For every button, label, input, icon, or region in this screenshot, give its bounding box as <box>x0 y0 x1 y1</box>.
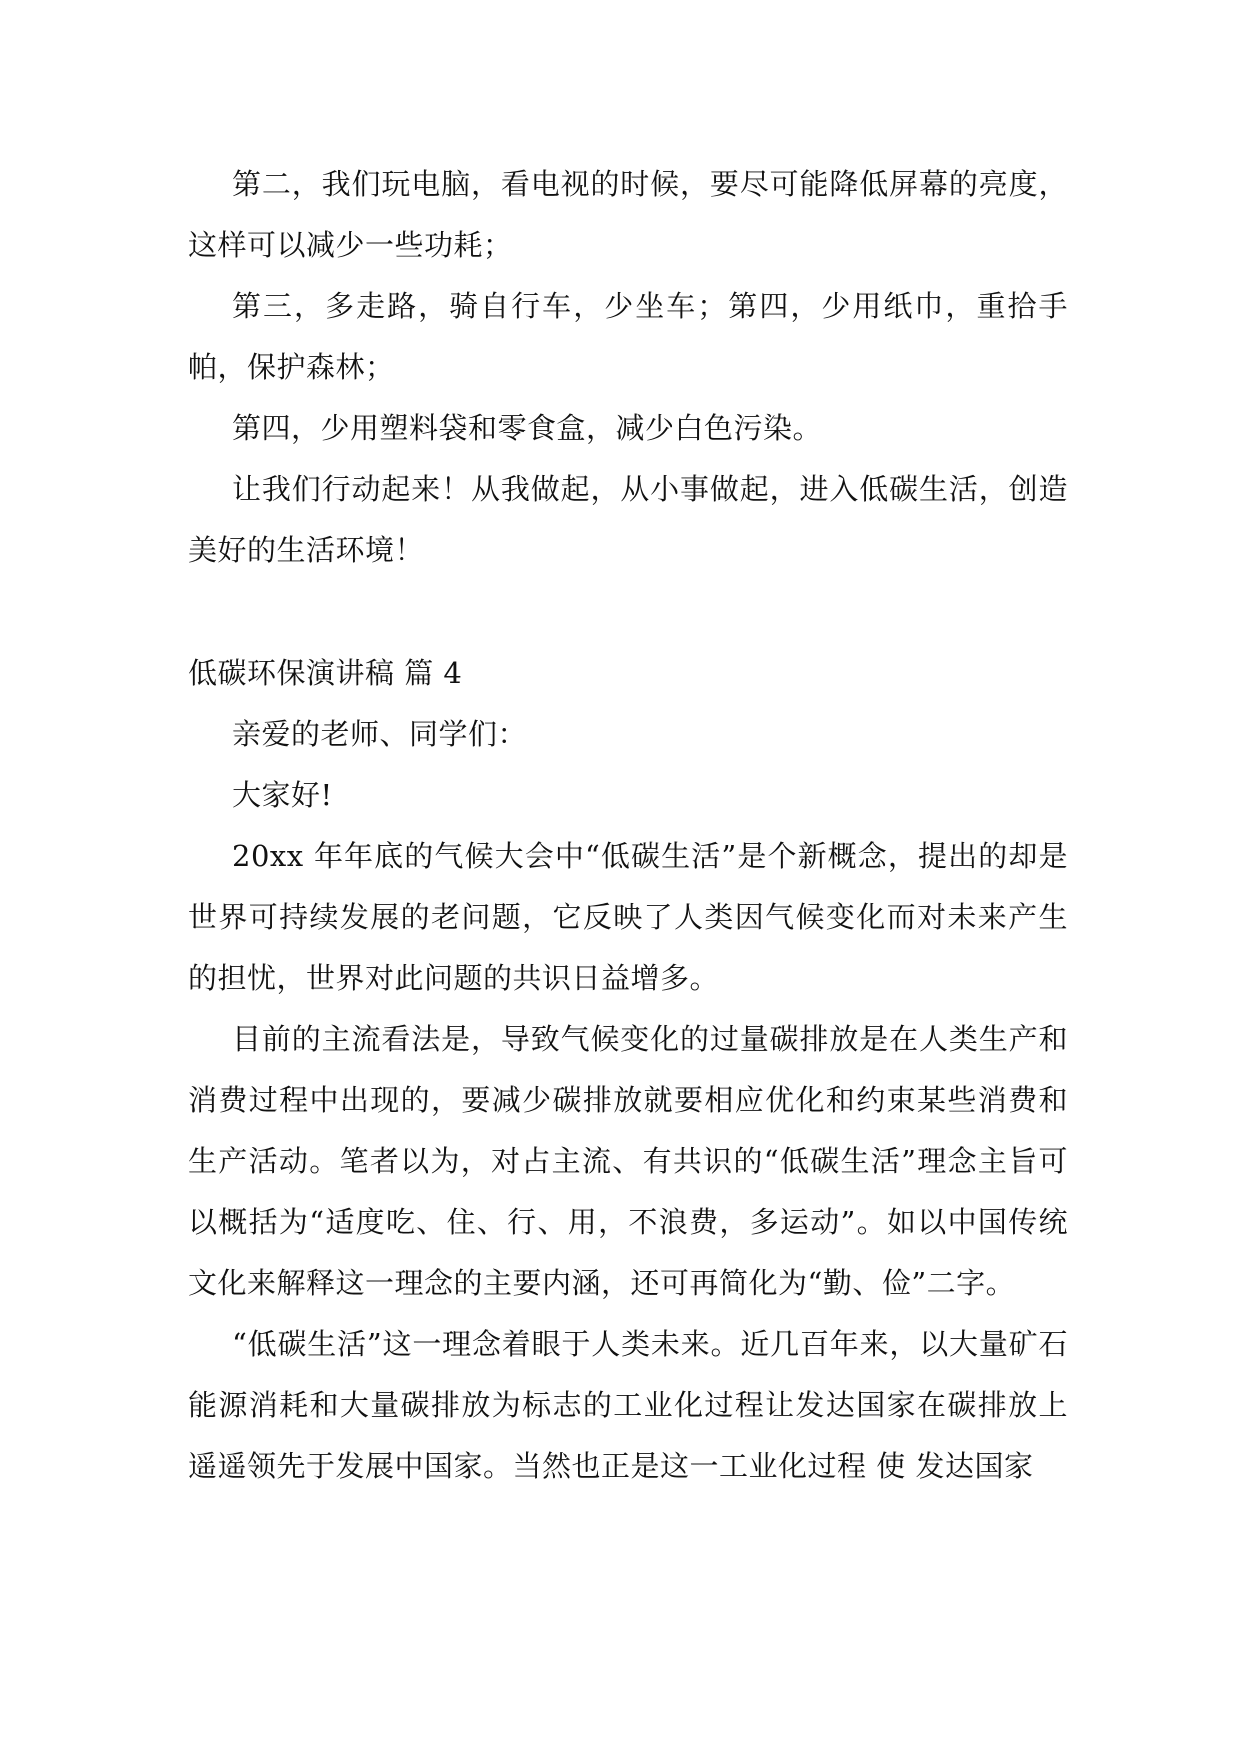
paragraph: “低碳生活”这一理念着眼于人类未来。近几百年来，以大量矿石能源消耗和大量碳排放为标志的工业化过程让发达国家在碳排放上遥遥领先于发展中国家。当然也正是这一工业化过程 使 发达国家 <box>188 1327 1068 1483</box>
paragraph: 20xx 年年底的气候大会中“低碳生活”是个新概念，提出的却是世界可持续发展的老问题，它反映了人类因气候变化而对未来产生的担忧，世界对此问题的共识日益增多。 <box>188 839 1068 995</box>
paragraph: 让我们行动起来！从我做起，从小事做起，进入低碳生活，创造美好的生活环境！ <box>188 472 1068 567</box>
document-body <box>188 154 1068 1497</box>
paragraph: 目前的主流看法是，导致气候变化的过量碳排放是在人类生产和消费过程中出现的，要减少碳排放就要相应优化和约束某些消费和生产活动。笔者以为，对占主流、有共识的“低碳生活”理念主旨可以概括为“适度吃、住、行、用，不浪费，多运动”。如以中国传统文化来解释这一理念的主要内涵，还可再简化为“勤、俭”二字。 <box>188 1022 1068 1300</box>
paragraph: 第二，我们玩电脑，看电视的时候，要尽可能降低屏幕的亮度，这样可以减少一些功耗； <box>188 167 1068 262</box>
paragraph: 第四，少用塑料袋和零食盒，减少白色污染。 <box>232 411 823 445</box>
section-title: 低碳环保演讲稿 篇 4 <box>188 656 463 690</box>
paragraph: 第三，多走路，骑自行车，少坐车；第四，少用纸巾，重拾手帕，保护森林； <box>188 289 1068 384</box>
salutation: 大家好! <box>232 778 333 812</box>
greeting: 亲爱的老师、同学们： <box>232 717 528 751</box>
